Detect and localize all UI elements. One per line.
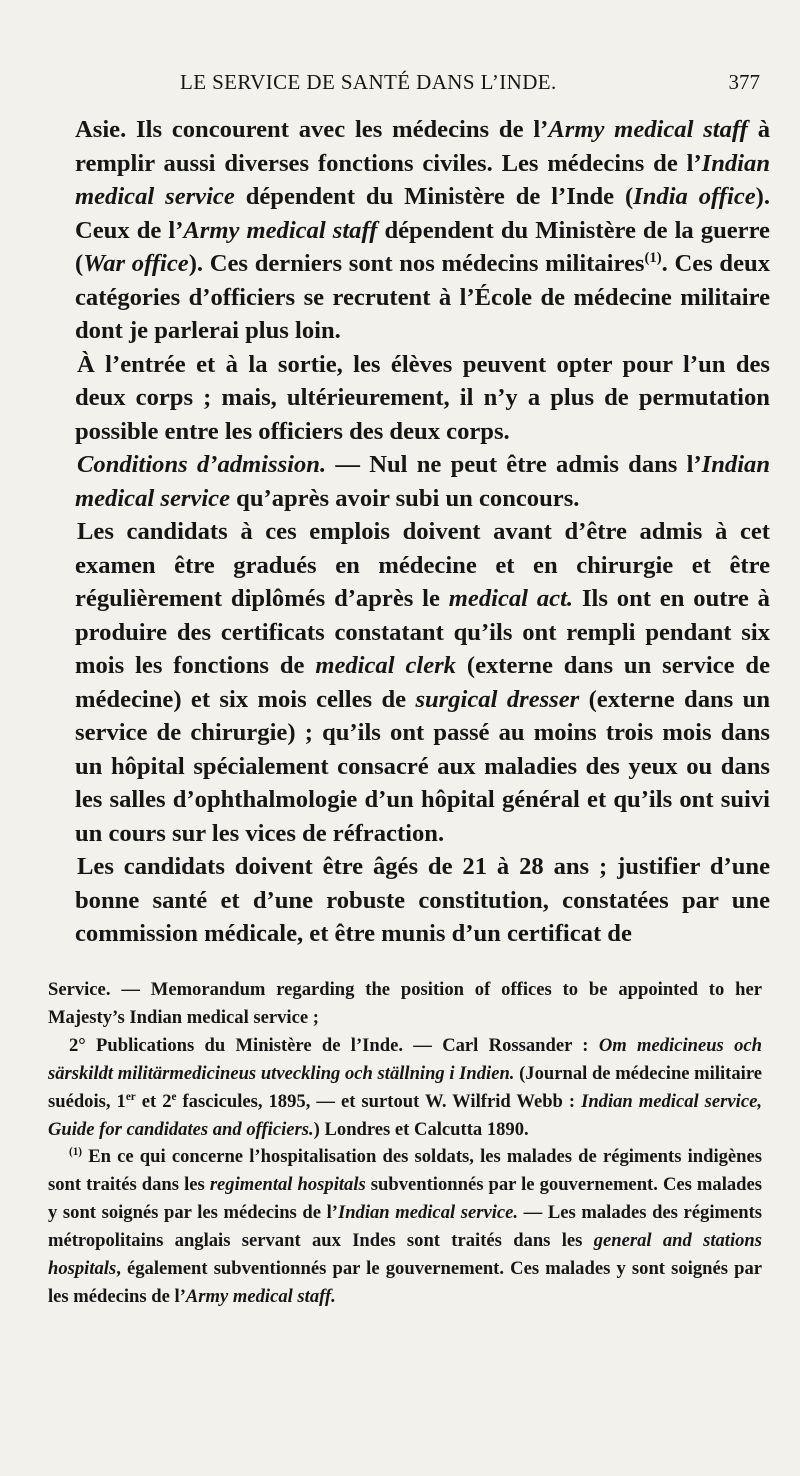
italic-run: War office bbox=[83, 250, 189, 277]
text-run: En ce qui concerne l’hospitalisation des soldats, les malades de régiments indigènes sont traités dans les bbox=[48, 1146, 762, 1196]
text-run: (externe dans un service de chirurgie) ; qu’ils ont passé au moins trois mois dans un hôpital spécialement consacré aux maladies des yeux ou dans les salles d’ophthalmologie d’un hôpital général et qu’ils ont suivi un cours sur les vices de réfraction. bbox=[75, 685, 770, 847]
footnote-1 bbox=[48, 1143, 762, 1310]
italic-run: Indian medical service. bbox=[337, 1202, 519, 1224]
text-run: — Nul ne peut être admis dans l’ bbox=[326, 451, 702, 478]
paragraph-2: À l’entrée et à la sortie, les élèves peuvent opter pour l’un des deux corps ; mais, ultérieurement, il n’y a plus de permutation possible entre les officiers des deux corps. bbox=[75, 350, 770, 445]
italic-run: medical clerk bbox=[315, 652, 456, 679]
text-run: subventionnés par le gouvernement. Ces malades y sont soignés par les médecins de l’ bbox=[48, 1174, 763, 1224]
paragraph-3 bbox=[75, 448, 770, 515]
text-run: ). Ces derniers sont nos médecins militaires bbox=[188, 250, 645, 277]
text-run: ). Ceux de l’ bbox=[75, 183, 770, 244]
italic-run: Conditions d’admission. bbox=[77, 451, 327, 478]
text-run: , également subventionnés par le gouvernement. Ces malades y sont soignés par les médecins de l’ bbox=[48, 1258, 762, 1307]
italic-run: general and stations hospitals bbox=[48, 1230, 762, 1280]
running-title: LE SERVICE DE SANTÉ DANS L’INDE. bbox=[180, 70, 557, 94]
italic-run: Army medical staff. bbox=[185, 1285, 336, 1307]
main-text bbox=[75, 113, 770, 951]
text-run: Les candidats à ces emplois doivent avant d’être admis à cet examen être gradués en médecine et en chirurgie et être régulièrement diplômés d’après le bbox=[75, 518, 770, 612]
paragraph-4 bbox=[75, 515, 770, 850]
italic-run: Army medical staff bbox=[548, 116, 748, 143]
text-run: 2° Publications du Ministère de l’Inde. — Carl Rossander : bbox=[69, 1034, 599, 1056]
ordinal-suffix: e bbox=[171, 1090, 177, 1103]
italic-run: medical act. bbox=[448, 585, 574, 612]
italic-run: Indian medical service bbox=[75, 451, 771, 512]
footnotes bbox=[48, 976, 762, 1311]
text-run: qu’après avoir subi un concours. bbox=[230, 484, 580, 512]
page-number: 377 bbox=[728, 70, 760, 94]
text-run: fascicules, 1895, — et surtout W. Wilfrid Webb : bbox=[176, 1090, 582, 1112]
italic-run: India office bbox=[633, 183, 756, 210]
footnote-marker: (1) bbox=[69, 1146, 83, 1159]
text-run: (externe dans un service de médecine) et six mois celles de bbox=[75, 652, 771, 713]
text-run: ) Londres et Calcutta 1890. bbox=[313, 1118, 529, 1140]
text-run: Ils ont en outre à produire des certificats constatant qu’ils ont rempli pendant six mois les fonctions de bbox=[75, 585, 770, 679]
text-run: à remplir aussi diverses fonctions civiles. Les médecins de l’ bbox=[75, 116, 770, 177]
footnote-publications bbox=[48, 1032, 762, 1144]
italic-run: Indian medical service, Guide for candidates and officiers. bbox=[48, 1090, 762, 1140]
paragraph-1 bbox=[75, 113, 770, 348]
text-run: . Ces deux catégories d’officiers se recrutent à l’École de médecine militaire dont je parlerai plus loin. bbox=[75, 250, 770, 344]
italic-run: Om medicineus och särskildt militärmedicineus utveckling och ställning i Indien. bbox=[48, 1034, 762, 1084]
italic-run: Indian medical service bbox=[75, 149, 770, 210]
italic-run: regimental hospitals bbox=[209, 1174, 366, 1196]
paragraph-5: Les candidats doivent être âgés de 21 à 28 ans ; justifier d’une bonne santé et d’une robuste constitution, constatées par une commission médicale, et être munis d’un certificat de bbox=[75, 853, 770, 947]
text-run: dépendent du Ministère de la guerre ( bbox=[75, 216, 770, 277]
page-header bbox=[180, 70, 760, 100]
text-run: — Les malades des régiments métropolitains anglais servant aux Indes sont traités dans les bbox=[48, 1202, 762, 1252]
footnote-ref: (1) bbox=[644, 249, 662, 266]
text-run: dépendent du Ministère de l’Inde ( bbox=[234, 183, 634, 210]
text-run: et 2 bbox=[135, 1090, 172, 1112]
italic-run: surgical dresser bbox=[415, 685, 580, 713]
text-run: (Journal de médecine militaire suédois, 1 bbox=[48, 1062, 762, 1112]
italic-run: Army medical staff bbox=[183, 216, 378, 244]
footnote-continued: Service. — Memorandum regarding the position of offices to be appointed to her Majesty’s Indian medical service ; bbox=[48, 979, 762, 1028]
ordinal-suffix: er bbox=[125, 1090, 136, 1103]
text-run: Asie. Ils concourent avec les médecins de l’ bbox=[75, 116, 549, 143]
